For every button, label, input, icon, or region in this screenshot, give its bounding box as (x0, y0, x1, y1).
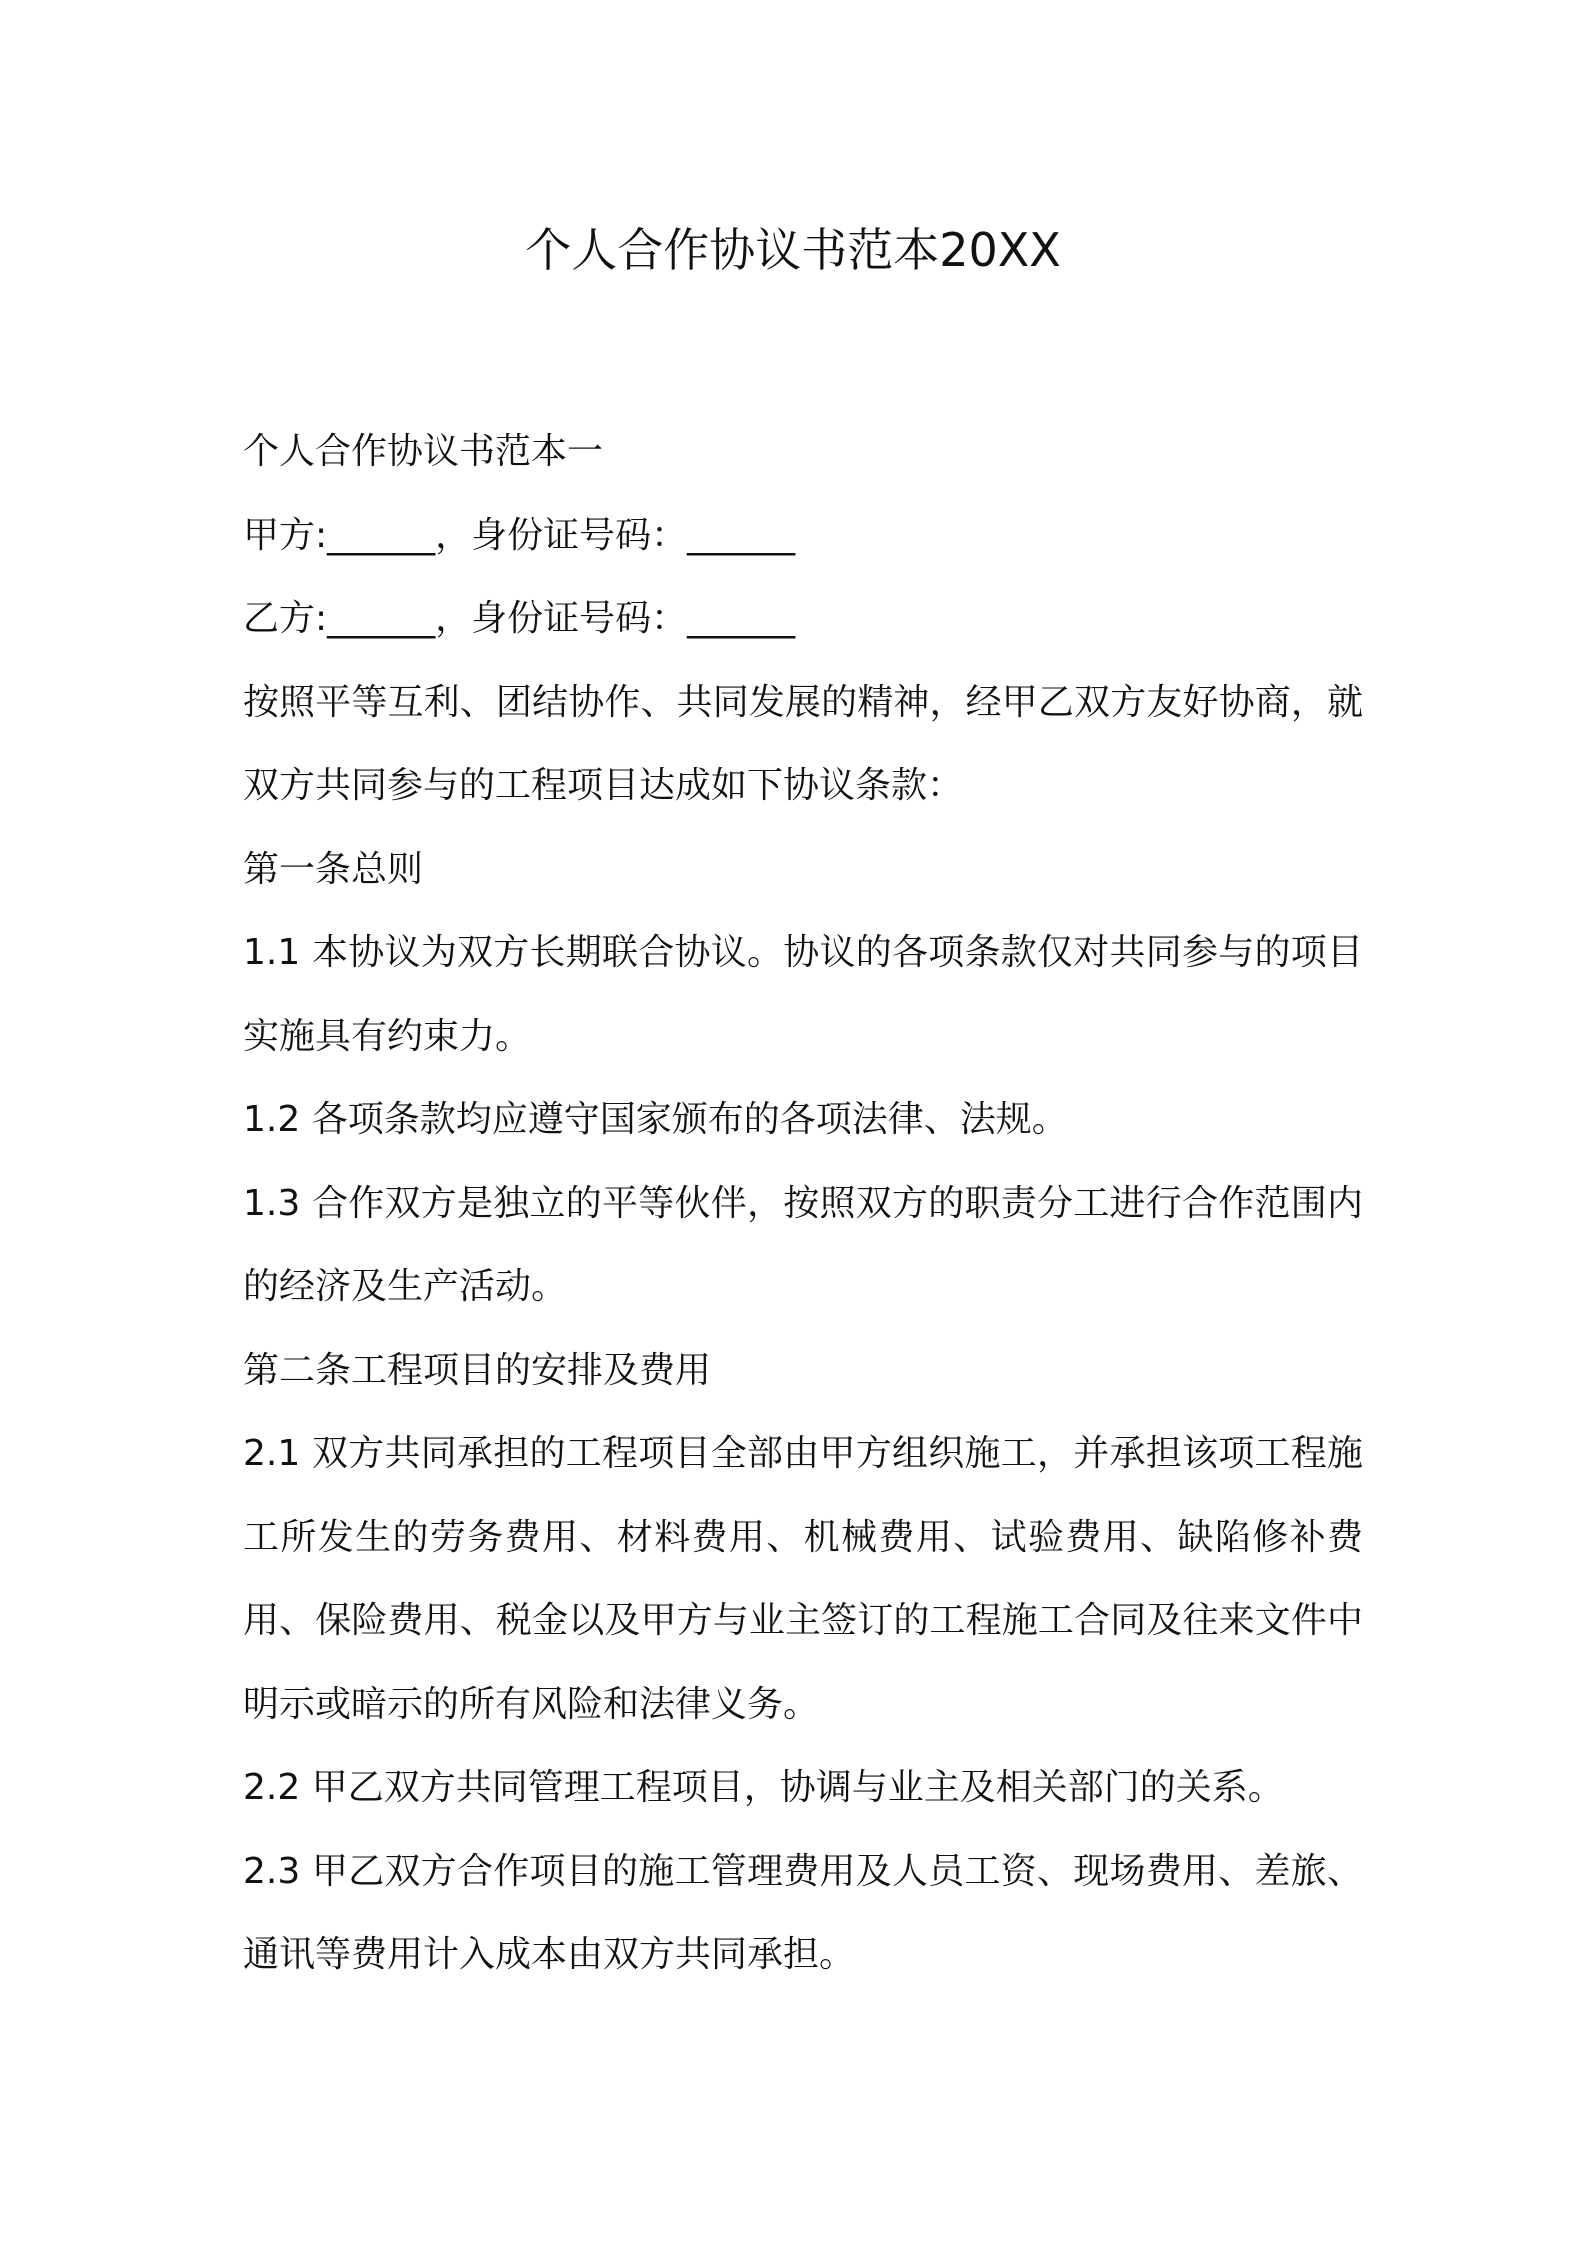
party-a-line: 甲方:______，身份证号码：______ (243, 514, 796, 556)
party-b-line: 乙方:______，身份证号码：______ (243, 598, 796, 639)
section-heading: 个人合作协议书范本一 (243, 431, 604, 472)
article-1-heading: 第一条总则 (243, 848, 424, 890)
clause-2-2: 2.2 甲乙双方共同管理工程项目，协调与业主及相关部门的关系。 (243, 1767, 1284, 1808)
clause-2-1: 2.1 双方共同承担的工程项目全部由甲方组织施工，并承担该项工程施工所发生的劳务费用、材料费用、机械费用、试验费用、缺陷修补费用、保险费用、税金以及甲方与业主签订的工程施工合同及往来文件中明示或暗示的所有风险和法律义务。 (243, 1433, 1363, 1725)
clause-2-3: 2.3 甲乙双方合作项目的施工管理费用及人员工资、现场费用、差旅、通讯等费用计入成本由双方共同承担。 (243, 1850, 1363, 1975)
clause-1-1: 1.1 本协议为双方长期联合协议。协议的各项条款仅对共同参与的项目实施具有约束力。 (243, 932, 1363, 1057)
clause-1-3: 1.3 合作双方是独立的平等伙伴，按照双方的职责分工进行合作范围内的经济及生产活动。 (243, 1182, 1363, 1307)
document-body (243, 410, 1363, 1997)
article-2-heading: 第二条工程项目的安排及费用 (243, 1349, 712, 1391)
clause-1-2: 1.2 各项条款均应遵守国家颁布的各项法律、法规。 (243, 1099, 1068, 1140)
document-title: 个人合作协议书范本20XX (525, 223, 1061, 277)
preamble-paragraph: 按照平等互利、团结协作、共同发展的精神，经甲乙双方友好协商，就双方共同参与的工程项目达成如下协议条款： (243, 681, 1363, 806)
